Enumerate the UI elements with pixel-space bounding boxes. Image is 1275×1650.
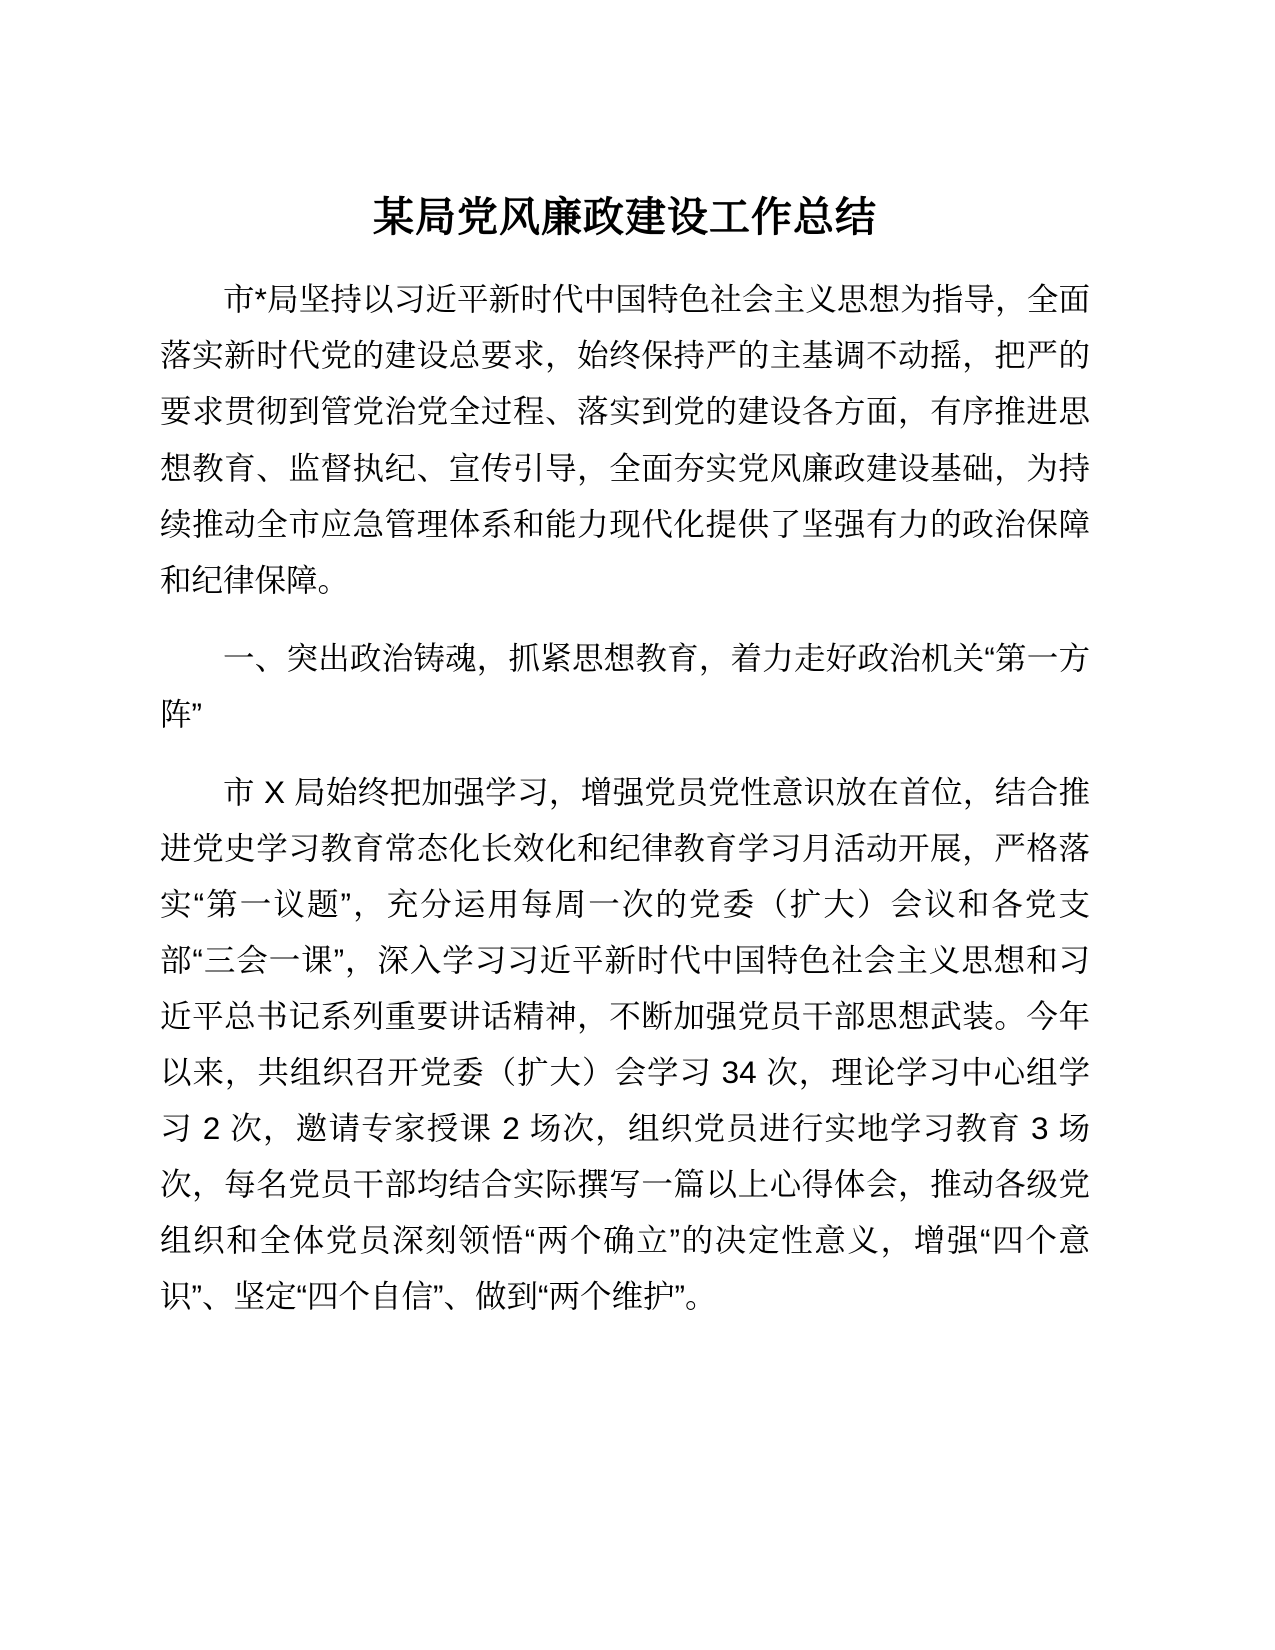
- document-title: 某局党风廉政建设工作总结: [373, 194, 877, 240]
- document-body: [160, 190, 1090, 1328]
- section-1-body-paragraph: 市 X 局始终把加强学习，增强党员党性意识放在首位，结合推进党史学习教育常态化长效化和纪律教育学习月活动开展，严格落实“第一议题”，充分运用每周一次的党委（扩大）会议和各党支部“三会一课”，深入学习习近平新时代中国特色社会主义思想和习近平总书记系列重要讲话精神，不断加强党员干部思想武装。今年以来，共组织召开党委（扩大）会学习 34 次，理论学习中心组学习 2 次，邀请专家授课 2 场次，组织党员进行实地学习教育 3 场次，每名党员干部均结合实际撰写一篇以上心得体会，推动各级党组织和全体党员深刻领悟“两个确立”的决定性意义，增强“四个意识”、坚定“四个自信”、做到“两个维护”。: [160, 773, 1090, 1315]
- section-heading-1: 一、突出政治铸魂，抓紧思想教育，着力走好政治机关“第一方阵”: [160, 639, 1090, 732]
- intro-paragraph: 市*局坚持以习近平新时代中国特色社会主义思想为指导，全面落实新时代党的建设总要求，始终保持严的主基调不动摇，把严的要求贯彻到管党治党全过程、落实到党的建设各方面，有序推进思想教育、监督执纪、宣传引导，全面夯实党风廉政建设基础，为持续推动全市应急管理体系和能力现代化提供了坚强有力的政治保障和纪律保障。: [160, 281, 1090, 598]
